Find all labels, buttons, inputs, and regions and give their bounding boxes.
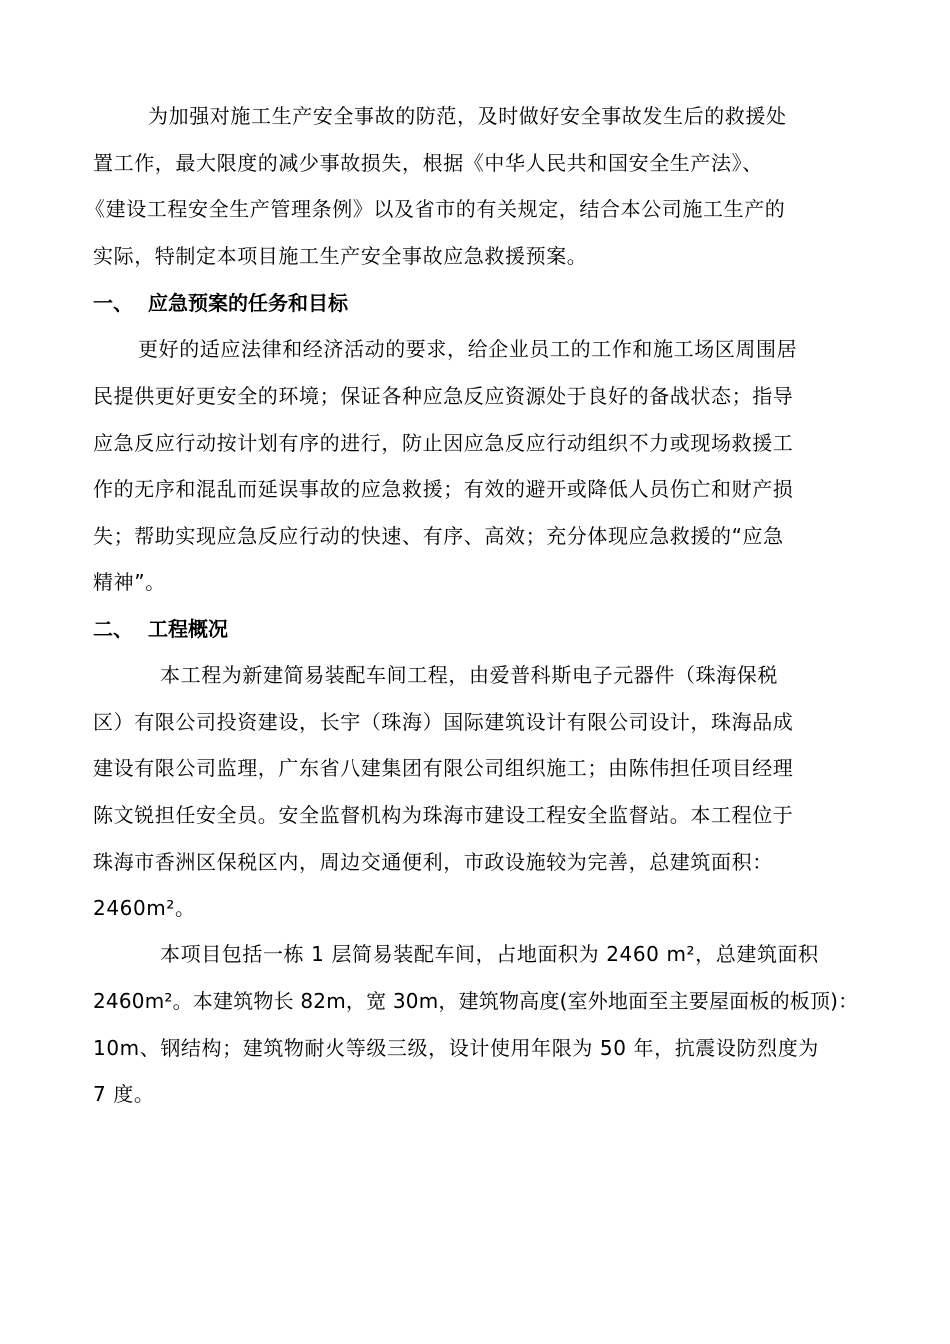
section-2-p1-line-2: 区）有限公司投资建设，长宇（珠海）国际建筑设计有限公司设计，珠海品成 xyxy=(93,710,794,734)
section-2-p1-line-5: 珠海市香洲区保税区内，周边交通便利，市政设施较为完善，总建筑面积： xyxy=(93,850,773,874)
section-2-p1-line-3: 建设有限公司监理，广东省八建集团有限公司组织施工；由陈伟担任项目经理 xyxy=(93,756,794,780)
intro-line-4: 实际，特制定本项目施工生产安全事故应急救援预案。 xyxy=(93,244,588,268)
section-2-p2-line-1: 本项目包括一栋 1 层简易装配车间，占地面积为 2460 m²，总建筑面积 xyxy=(160,942,819,966)
section-2-p1-line-4: 陈文锐担任安全员。安全监督机构为珠海市建设工程安全监督站。本工程位于 xyxy=(93,803,794,827)
section-1-line-1: 更好的适应法律和经济活动的要求，给企业员工的工作和施工场区周围居 xyxy=(138,337,798,361)
section-2-p1-line-1: 本工程为新建简易装配车间工程，由爱普科斯电子元器件（珠海保税 xyxy=(160,663,778,687)
intro-line-2: 置工作，最大限度的减少事故损失，根据《中华人民共和国安全生产法》、 xyxy=(93,151,763,175)
section-2-p2-line-4: 7 度。 xyxy=(93,1082,155,1106)
section-1-line-4: 作的无序和混乱而延误事故的应急救援；有效的避开或降低人员伤亡和财产损 xyxy=(93,477,794,501)
section-1-heading xyxy=(0,288,950,318)
section-1-line-5: 失；帮助实现应急反应行动的快速、有序、高效；充分体现应急救援的“应急 xyxy=(93,524,784,548)
intro-line-1: 为加强对施工生产安全事故的防范，及时做好安全事故发生后的救援处 xyxy=(148,104,787,128)
section-1-title: 应急预案的任务和目标 xyxy=(148,291,348,315)
section-1-line-6: 精神”。 xyxy=(93,570,166,594)
section-2-heading xyxy=(0,614,950,644)
intro-line-3: 《建设工程安全生产管理条例》以及省市的有关规定，结合本公司施工生产的 xyxy=(85,197,786,221)
section-2-title: 工程概况 xyxy=(148,617,228,641)
section-1-line-2: 民提供更好更安全的环境；保证各种应急反应资源处于良好的备战状态；指导 xyxy=(93,384,794,408)
section-2-p1-line-6: 2460m²。 xyxy=(93,896,196,920)
section-2-p2-line-3: 10m、钢结构；建筑物耐火等级三级，设计使用年限为 50 年，抗震设防烈度为 xyxy=(93,1036,819,1060)
section-1-line-3: 应急反应行动按计划有序的进行，防止因应急反应行动组织不力或现场救援工 xyxy=(93,431,794,455)
section-2-p2-line-2: 2460m²。本建筑物长 82m，宽 30m，建筑物高度(室外地面至主要屋面板的板顶)： xyxy=(93,989,859,1013)
section-2-number: 二、 xyxy=(93,617,133,641)
section-1-number: 一、 xyxy=(93,291,133,315)
